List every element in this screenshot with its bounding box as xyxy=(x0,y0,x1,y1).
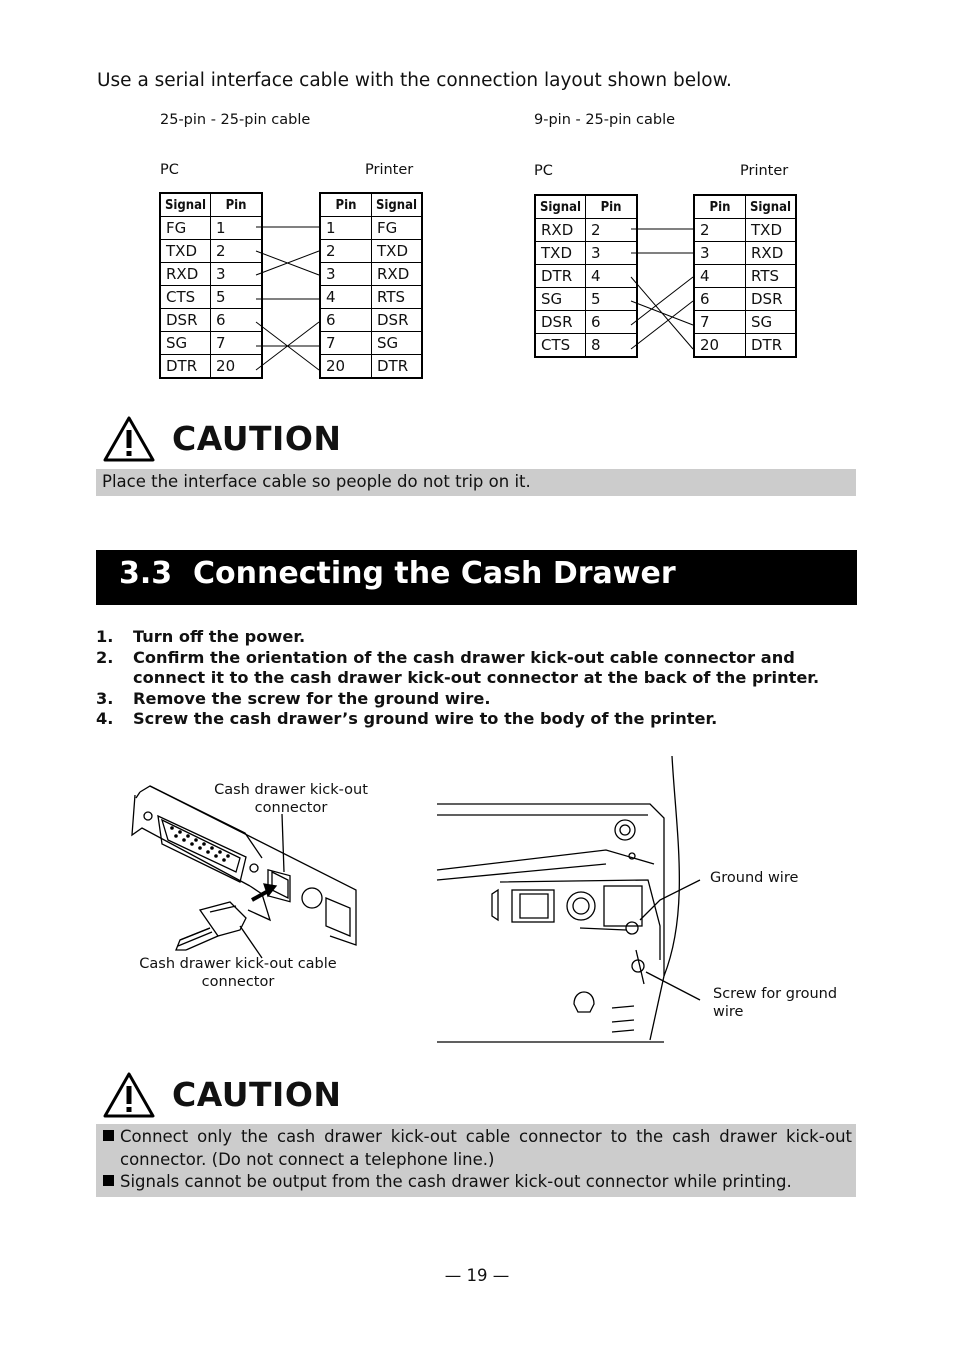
table-row xyxy=(320,263,422,286)
signal-cell: DTR xyxy=(160,355,211,379)
table-row xyxy=(694,219,796,242)
pin-cell: 1 xyxy=(320,217,372,240)
cable9-printer-label: Printer xyxy=(740,163,789,179)
list-item xyxy=(96,709,861,730)
signal-cell: TXD xyxy=(160,240,211,263)
table-row xyxy=(320,355,422,379)
signal-cell: CTS xyxy=(535,334,586,358)
pin-cell: 1 xyxy=(211,217,263,240)
pin-cell: 5 xyxy=(211,286,263,309)
signal-cell: TXD xyxy=(746,219,797,242)
pin-cell: 2 xyxy=(586,219,638,242)
signal-cell: RXD xyxy=(372,263,423,286)
signal-cell: SG xyxy=(372,332,423,355)
signal-cell: SG xyxy=(535,288,586,311)
list-item xyxy=(103,1171,852,1194)
table-row xyxy=(694,265,796,288)
step-list xyxy=(96,627,861,730)
header-signal: Signal xyxy=(160,193,211,217)
pin-cell: 20 xyxy=(211,355,263,379)
signal-cell: FG xyxy=(160,217,211,240)
pin-cell: 20 xyxy=(694,334,746,358)
header-signal: Signal xyxy=(535,195,586,219)
signal-cell: TXD xyxy=(372,240,423,263)
caution-text: Place the interface cable so people do not trip on it. xyxy=(102,472,531,491)
bullet-square-icon xyxy=(103,1130,114,1141)
signal-cell: CTS xyxy=(160,286,211,309)
cable25-pc-table xyxy=(159,192,263,379)
header-pin: Pin xyxy=(320,193,372,217)
header-pin: Pin xyxy=(586,195,638,219)
table-row xyxy=(320,286,422,309)
signal-cell: DSR xyxy=(160,309,211,332)
label-kickout-connector: Cash drawer kick-out connector xyxy=(214,782,368,816)
list-item xyxy=(96,689,861,710)
cable25-printer-label: Printer xyxy=(365,162,414,178)
signal-cell: RTS xyxy=(372,286,423,309)
table-row xyxy=(535,219,637,242)
wire-dsr-dtr xyxy=(256,322,319,370)
cable25-pc-label: PC xyxy=(160,162,179,178)
table-row xyxy=(320,309,422,332)
signal-cell: TXD xyxy=(535,242,586,265)
pin-cell: 4 xyxy=(586,265,638,288)
pin-cell: 4 xyxy=(694,265,746,288)
cable9-caption: 9-pin - 25-pin cable xyxy=(534,112,676,128)
list-item xyxy=(103,1126,852,1171)
caution-box xyxy=(96,1124,856,1197)
pin-cell: 3 xyxy=(320,263,372,286)
signal-cell: DTR xyxy=(372,355,423,379)
signal-cell: DSR xyxy=(535,311,586,334)
table-row xyxy=(694,311,796,334)
step-number: 3. xyxy=(96,688,114,708)
wire9-dsr-rts xyxy=(631,277,693,325)
pin-cell: 2 xyxy=(694,219,746,242)
table-row xyxy=(160,355,262,379)
pin-cell: 8 xyxy=(586,334,638,358)
pin-cell: 6 xyxy=(586,311,638,334)
pin-cell: 2 xyxy=(211,240,263,263)
section-title: 3.3 Connecting the Cash Drawer xyxy=(119,556,676,591)
page-number: — 19 — xyxy=(444,1266,510,1285)
wiring-lines xyxy=(0,0,954,420)
label-kickout-cable-connector: Cash drawer kick-out cable connector xyxy=(139,956,337,990)
table-row xyxy=(160,263,262,286)
wire9-dtr-dtr xyxy=(631,277,693,349)
header-signal: Signal xyxy=(746,195,797,219)
step-text: Turn off the power. xyxy=(133,627,306,646)
wire-txd-rxd xyxy=(256,251,319,275)
step-text: Screw the cash drawer’s ground wire to the body of the printer. xyxy=(133,709,718,728)
table-row xyxy=(535,334,637,358)
signal-cell: RTS xyxy=(746,265,797,288)
printer-back-drawing xyxy=(437,756,700,1042)
label-screw-ground-wire: Screw for ground wire xyxy=(713,986,838,1020)
caution-title: CAUTION xyxy=(172,419,342,458)
pin-cell: 5 xyxy=(586,288,638,311)
cable9-printer-table xyxy=(693,194,797,358)
cable25-caption: 25-pin - 25-pin cable xyxy=(160,112,311,128)
signal-cell: RXD xyxy=(160,263,211,286)
intro-text: Use a serial interface cable with the connection layout shown below. xyxy=(97,70,732,91)
bullet-square-icon xyxy=(103,1175,114,1186)
signal-cell: DTR xyxy=(746,334,797,358)
table-row xyxy=(535,311,637,334)
pin-cell: 6 xyxy=(320,309,372,332)
table-row xyxy=(320,332,422,355)
step-text: Remove the screw for the ground wire. xyxy=(133,688,491,708)
header-signal: Signal xyxy=(372,193,423,217)
table-row xyxy=(694,288,796,311)
warning-icon xyxy=(102,415,156,463)
table-row xyxy=(160,240,262,263)
table-row xyxy=(320,240,422,263)
pin-cell: 2 xyxy=(320,240,372,263)
pin-cell: 7 xyxy=(694,311,746,334)
pin-cell: 3 xyxy=(586,242,638,265)
warning-icon xyxy=(102,1071,156,1119)
pin-cell: 6 xyxy=(694,288,746,311)
step-number: 1. xyxy=(96,627,114,646)
pin-cell: 4 xyxy=(320,286,372,309)
caution-bullet-text: Connect only the cash drawer kick-out cable connector to the cash drawer kick-out connector. (Do not connect a telephone line.) xyxy=(120,1127,852,1169)
cable9-pc-table xyxy=(534,194,638,358)
signal-cell: RXD xyxy=(746,242,797,265)
pin-cell: 20 xyxy=(320,355,372,379)
table-row xyxy=(694,334,796,358)
cable9-pc-label: PC xyxy=(534,163,553,179)
list-item xyxy=(96,627,861,648)
step-number: 4. xyxy=(96,709,114,728)
step-text: Confirm the orientation of the cash drawer kick-out cable connector and connect it to the cash drawer kick-out connector at the back of the printer. xyxy=(133,647,820,687)
table-row xyxy=(535,242,637,265)
signal-cell: DSR xyxy=(372,309,423,332)
wire9-sg-sg xyxy=(631,301,693,325)
pin-cell: 3 xyxy=(211,263,263,286)
wire9-cts-dsr xyxy=(631,301,693,349)
caution-bullet-text: Signals cannot be output from the cash drawer kick-out connector while printing. xyxy=(120,1172,792,1191)
table-row xyxy=(160,286,262,309)
step-number: 2. xyxy=(96,647,114,667)
signal-cell: DTR xyxy=(535,265,586,288)
signal-cell: SG xyxy=(160,332,211,355)
cable25-printer-table xyxy=(319,192,423,379)
table-row xyxy=(160,332,262,355)
header-pin: Pin xyxy=(694,195,746,219)
wire-rxd-txd xyxy=(256,251,319,275)
pin-cell: 3 xyxy=(694,242,746,265)
table-row xyxy=(320,217,422,240)
pin-cell: 7 xyxy=(211,332,263,355)
table-row xyxy=(694,242,796,265)
signal-cell: RXD xyxy=(535,219,586,242)
header-pin: Pin xyxy=(211,193,263,217)
signal-cell: FG xyxy=(372,217,423,240)
label-ground-wire: Ground wire xyxy=(710,870,799,886)
table-row xyxy=(160,309,262,332)
pin-cell: 7 xyxy=(320,332,372,355)
section-header xyxy=(96,550,857,605)
wire-dtr-dsr xyxy=(256,322,319,370)
caution-title: CAUTION xyxy=(172,1075,342,1114)
caution-box xyxy=(96,469,856,496)
pin-cell: 6 xyxy=(211,309,263,332)
table-row xyxy=(535,265,637,288)
signal-cell: SG xyxy=(746,311,797,334)
signal-cell: DSR xyxy=(746,288,797,311)
table-row xyxy=(160,217,262,240)
list-item xyxy=(96,648,861,689)
table-row xyxy=(535,288,637,311)
